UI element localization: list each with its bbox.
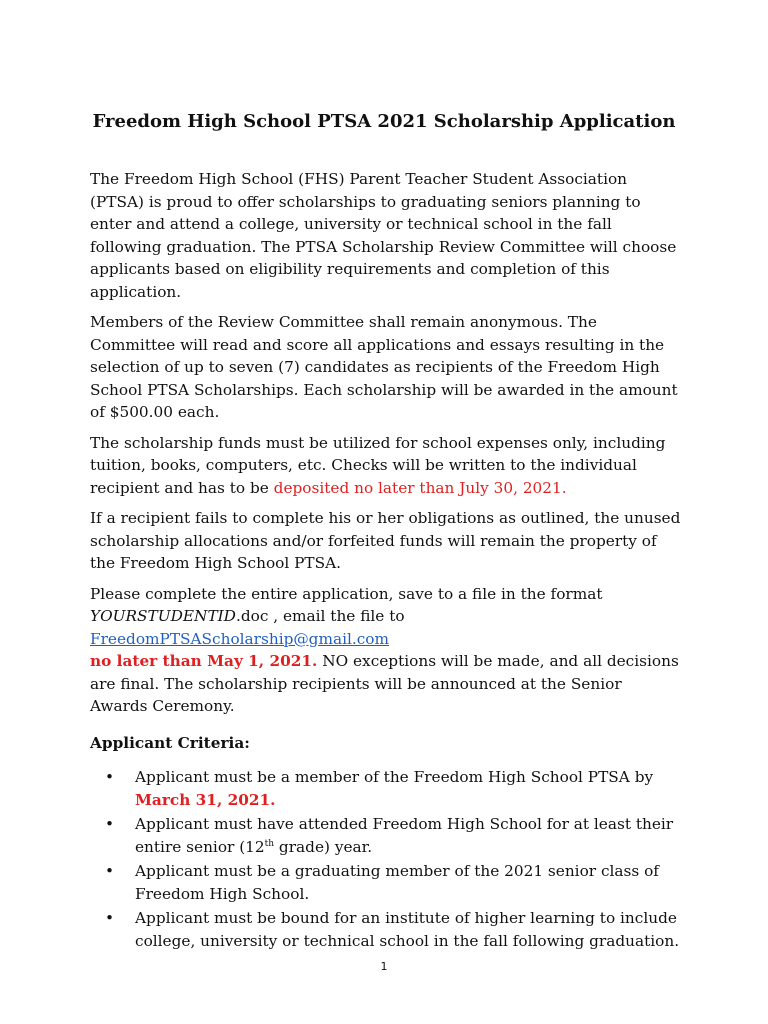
forfeit-paragraph: If a recipient fails to complete his or her obligations as outlined, the unused scholarship allocations and/or forfeited funds will remain the property of the Freedom High School PTSA. xyxy=(90,509,681,572)
deposit-deadline: deposited no later than July 30, 2021. xyxy=(273,478,567,497)
submission-deadline: no later than May 1, 2021. xyxy=(90,652,318,670)
document-body xyxy=(90,168,682,954)
membership-deadline: March 31, 2021. xyxy=(135,790,276,809)
criteria-item: • Applicant must be a graduating member of the 2021 senior class of Freedom High School. xyxy=(135,860,682,905)
submission-paragraph xyxy=(90,583,682,718)
email-link[interactable]: FreedomPTSAScholarship@gmail.com xyxy=(90,629,390,648)
filename-format: YOURSTUDENTID xyxy=(90,607,236,625)
criteria-1-text: Applicant must be a member of the Freedom High School PTSA by xyxy=(135,768,654,786)
document-title: Freedom High School PTSA 2021 Scholarship Application xyxy=(92,111,676,132)
criteria-2-text: Applicant must have attended Freedom High School for at least their entire senior (12 xyxy=(135,815,674,856)
criteria-item: • Applicant must be bound for an institute of higher learning to include college, university or technical school in the fall following graduation. xyxy=(135,907,682,952)
criteria-2-end: grade) year. xyxy=(274,837,373,856)
page-number: 1 xyxy=(380,960,388,973)
submission-text-1: Please complete the entire application, save to a file in the format xyxy=(90,584,603,603)
committee-paragraph: Members of the Review Committee shall remain anonymous. The Committee will read and score all applications and essays resulting in the selection of up to seven (7) candidates as recipients of the Freedom High School PTSA Scholarships. Each scholarship will be awarded in the amount of $500.00 each. xyxy=(90,313,678,421)
criteria-heading: Applicant Criteria: xyxy=(90,733,250,752)
submission-text-2: .doc , email the file to xyxy=(235,607,405,625)
criteria-item xyxy=(135,766,682,811)
ordinal-suffix: th xyxy=(264,838,275,849)
funds-paragraph xyxy=(90,432,682,500)
intro-paragraph: The Freedom High School (FHS) Parent Teacher Student Association (PTSA) is proud to offer scholarships to graduating seniors planning to enter and attend a college, university or technical school in the fall following graduation. The PTSA Scholarship Review Committee will choose applicants based on eligibility requirements and completion of this application. xyxy=(90,170,677,301)
criteria-list xyxy=(90,766,682,952)
criteria-item xyxy=(135,813,682,858)
funds-text: The scholarship funds must be utilized for school expenses only, including tuition, books, computers, etc. Checks will be written to the individual recipient and has to be xyxy=(90,433,666,497)
submission-text-3: NO exceptions will be made, and all decisions are final. The scholarship recipients will be announced at the Senior Awards Ceremony. xyxy=(90,652,679,715)
